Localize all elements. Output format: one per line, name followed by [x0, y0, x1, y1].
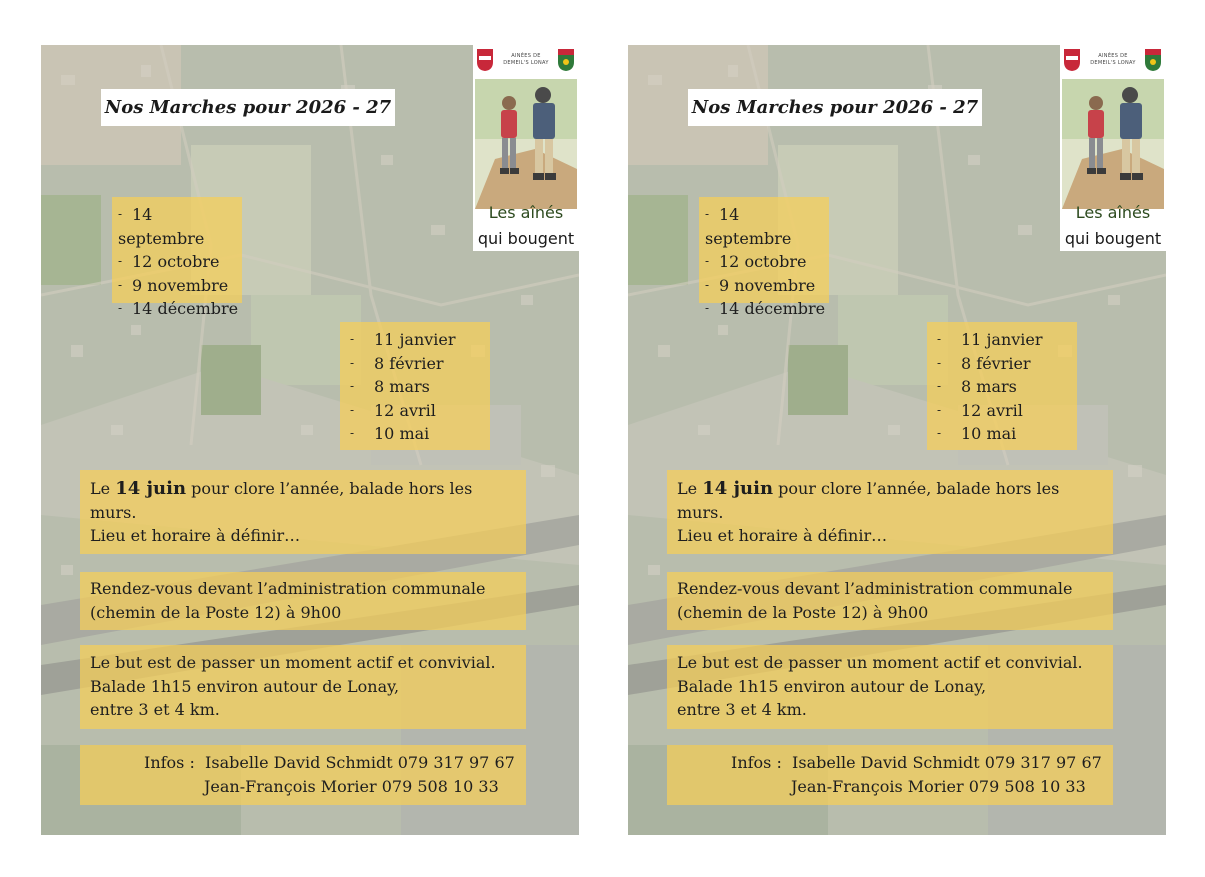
meeting-point-box: Rendez-vous devant l’administration communale (chemin de la Poste 12) à 9h00 — [80, 572, 526, 630]
slogan-line1: Les aînés — [1075, 203, 1151, 222]
closing-event-box: Le 14 juin pour clore l’année, balade hors les murs. Lieu et horaire à définir… — [80, 470, 526, 554]
autumn-dates-box — [112, 197, 242, 318]
association-logo-card — [1060, 45, 1166, 251]
date-item: - 11 janvier — [350, 330, 456, 349]
purpose-box: Le but est de passer un moment actif et convivial. Balade 1h15 environ autour de Lonay, entre 3 et 4 km. — [80, 645, 526, 729]
contact-info-box — [667, 745, 1113, 805]
closing-date: 14 juin — [115, 478, 187, 499]
association-name-line2: DEMEIL'S LONAY — [1090, 60, 1136, 66]
contact-2: Jean-François Morier 079 508 10 33 — [791, 777, 1086, 796]
slogan-line2: qui bougent — [477, 229, 575, 248]
contact-2: Jean-François Morier 079 508 10 33 — [204, 777, 499, 796]
lonay-crest-icon — [1144, 48, 1162, 72]
slogan-line1: Les aînés — [488, 203, 564, 222]
meeting-point-box: Rendez-vous devant l’administration communale (chemin de la Poste 12) à 9h00 — [667, 572, 1113, 630]
date-item: - 12 octobre — [705, 252, 807, 271]
flyer-title: Nos Marches pour 2026 - 27 — [688, 89, 982, 126]
date-item: - 14 septembre — [118, 205, 205, 248]
date-item: - 11 janvier — [937, 330, 1043, 349]
infos-label: Infos : — [731, 753, 782, 772]
date-item: - 10 mai — [350, 424, 430, 443]
date-item: - 12 octobre — [118, 252, 220, 271]
flyer-left — [41, 45, 579, 835]
spring-dates-box — [927, 322, 1077, 450]
closing-event-box: Le 14 juin pour clore l’année, balade hors les murs. Lieu et horaire à définir… — [667, 470, 1113, 554]
red-crest-icon — [1063, 48, 1081, 72]
lonay-crest-icon — [557, 48, 575, 72]
date-item: - 9 novembre — [705, 275, 816, 295]
infos-label: Infos : — [144, 753, 195, 772]
date-item: - 14 décembre — [118, 299, 239, 318]
date-item: - 8 février — [937, 353, 1031, 373]
association-name-line1: AINÉES DE — [511, 53, 541, 59]
association-logo-card — [473, 45, 579, 251]
slogan-line2: qui bougent — [1064, 229, 1162, 248]
date-item: - 10 mai — [937, 424, 1017, 443]
date-item: - 9 novembre — [118, 275, 229, 295]
spring-dates-box — [340, 322, 490, 450]
date-item: - 14 septembre — [705, 205, 792, 248]
date-item: - 12 avril — [937, 400, 1023, 420]
date-item: - 8 mars — [350, 377, 430, 396]
red-crest-icon — [476, 48, 494, 72]
autumn-dates-box — [699, 197, 829, 318]
date-item: - 14 décembre — [705, 299, 826, 318]
closing-date: 14 juin — [702, 478, 774, 499]
purpose-box: Le but est de passer un moment actif et convivial. Balade 1h15 environ autour de Lonay, entre 3 et 4 km. — [667, 645, 1113, 729]
association-name-line2: DEMEIL'S LONAY — [503, 60, 549, 66]
hikers-illustration — [1062, 79, 1164, 209]
flyer-right — [628, 45, 1166, 835]
flyer-title: Nos Marches pour 2026 - 27 — [101, 89, 395, 126]
hikers-illustration — [475, 79, 577, 209]
contact-info-box — [80, 745, 526, 805]
date-item: - 8 février — [350, 353, 444, 373]
contact-1: Isabelle David Schmidt 079 317 97 67 — [205, 753, 515, 772]
association-name-line1: AINÉES DE — [1098, 53, 1128, 59]
date-item: - 12 avril — [350, 400, 436, 420]
date-item: - 8 mars — [937, 377, 1017, 396]
contact-1: Isabelle David Schmidt 079 317 97 67 — [792, 753, 1102, 772]
